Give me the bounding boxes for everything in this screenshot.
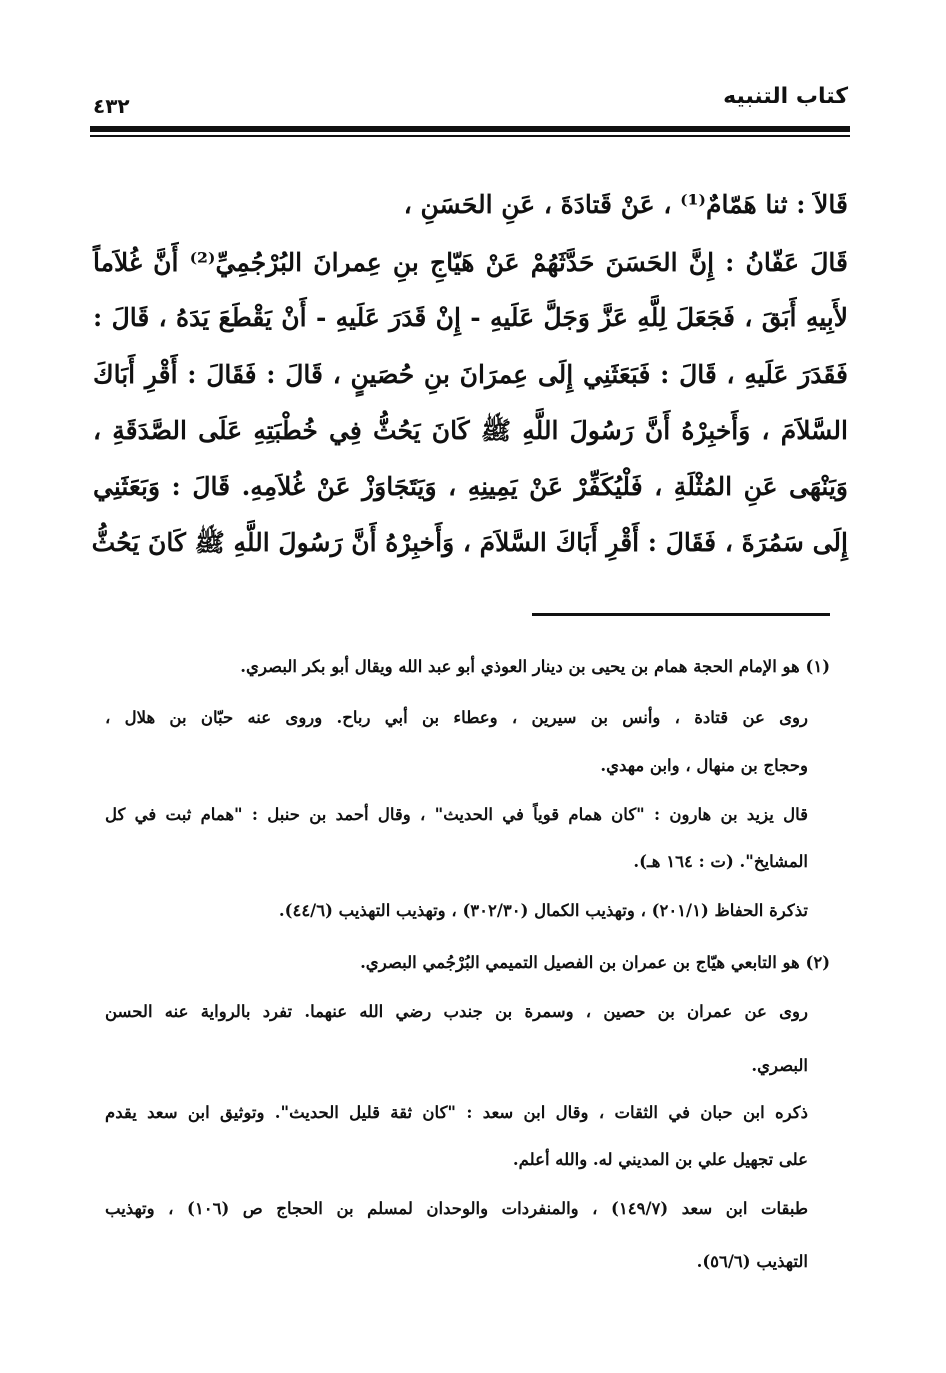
- text-line: السَّلاَمَ ، وَأَخبِرْهُ أَنَّ رَسُولَ اللَّهِ ﷺ كَانَ يَحُثُّ فِي خُطْبَتِهِ عَلَى الصَّدَقَةِ ،: [93, 416, 848, 445]
- footnote-line: طبقات ابن سعد (١٤٩/٧) ، والمنفردات والوحدان لمسلم بن الحجاج ص (١٠٦) ، وتهذيب: [105, 1199, 809, 1218]
- header-rule-thin: [90, 135, 850, 137]
- footnote-line: البصري.: [751, 1056, 808, 1075]
- footnote-line: روى عن قتادة ، وأنس بن سيرين ، وعطاء بن أبي رباح. وروى عنه حبّان بن هلال ،: [105, 708, 808, 727]
- text-line: قَالَ عَفّانُ : إِنَّ الحَسَنَ حَدَّثَهُمْ عَنْ هَيّاجِ بنِ عِمرانَ البُرْجُمِيِّ⁽²⁾ أَنَّ غُلاَماً: [93, 248, 848, 277]
- footnote-line: قال يزيد بن هارون : "كان همام قوياً في الحديث" ، وقال أحمد بن حنبل : "همام ثبت في كل: [105, 805, 808, 824]
- footnote-line: (١) هو الإمام الحجة همام بن يحيى بن دينار العوذي أبو عبد الله ويقال أبو بكر البصري.: [240, 657, 830, 676]
- footnote-line: (٢) هو التابعي هيّاج بن عمران بن الفصيل التميمي البُرْجُمي البصري.: [360, 953, 830, 972]
- footnote-line: تذكرة الحفاظ (٢٠١/١) ، وتهذيب الكمال (٣٠٢/٣٠) ، وتهذيب التهذيب (٤٤/٦).: [278, 901, 808, 920]
- footnote-line: المشايخ". (ت : ١٦٤ هـ).: [633, 852, 808, 871]
- footnote-line: روى عن عمران بن حصين ، وسمرة بن جندب رضي الله عنهما. تفرد بالرواية عنه الحسن: [105, 1002, 808, 1021]
- text-line: لأَبِيهِ أَبَقَ ، فَجَعَلَ لِلَّهِ عَزَّ وَجَلَّ عَلَيهِ - إِنْ قَدَرَ عَلَيهِ - أَنْ يَقْطَعَ يَدَهُ ، قَالَ :: [93, 303, 848, 332]
- footnote-line: ذكره ابن حبان في الثقات ، وقال ابن سعد : "كان ثقة قليل الحديث". وتوثيق ابن سعد يقدم: [105, 1103, 808, 1122]
- text-line: وَيَنْهَى عَنِ المُثْلَةِ ، فَلْيُكَفِّرْ عَنْ يَمِينِهِ ، وَيَتَجَاوَزْ عَنْ غُلاَمِهِ. قَالَ : وَبَعَثَنِي: [93, 472, 848, 501]
- text-line: فَقَدَرَ عَلَيهِ ، قَالَ : فَبَعَثَنِي إِلَى عِمرَانَ بنِ حُصَينٍ ، قَالَ : فَقَالَ : أَقْرِ أَبَاكَ: [93, 360, 848, 389]
- footnote-separator: [532, 613, 830, 616]
- footnote-line: وحجاج بن منهال ، وابن مهدي.: [600, 756, 808, 775]
- footnote-line: التهذيب (٥٦/٦).: [696, 1252, 808, 1271]
- text-line: إِلَى سَمُرَةَ ، فَقَالَ : أَقْرِ أَبَاكَ السَّلاَمَ ، وَأَخبِرْهُ أَنَّ رَسُولَ اللَّهِ ﷺ كَانَ يَحُثُّ: [91, 528, 848, 557]
- footnote-line: على تجهيل علي بن المديني له. والله أعلم.: [512, 1150, 808, 1169]
- text-line: قَالاَ : ثنا هَمّامٌ⁽¹⁾ ، عَنْ قَتادَةَ ، عَنِ الحَسَنِ ،: [403, 190, 848, 219]
- page-number: ٤٣٢: [93, 94, 130, 118]
- header-rule-thick: [90, 126, 850, 132]
- running-header-title: كتاب التنبيه: [723, 84, 848, 109]
